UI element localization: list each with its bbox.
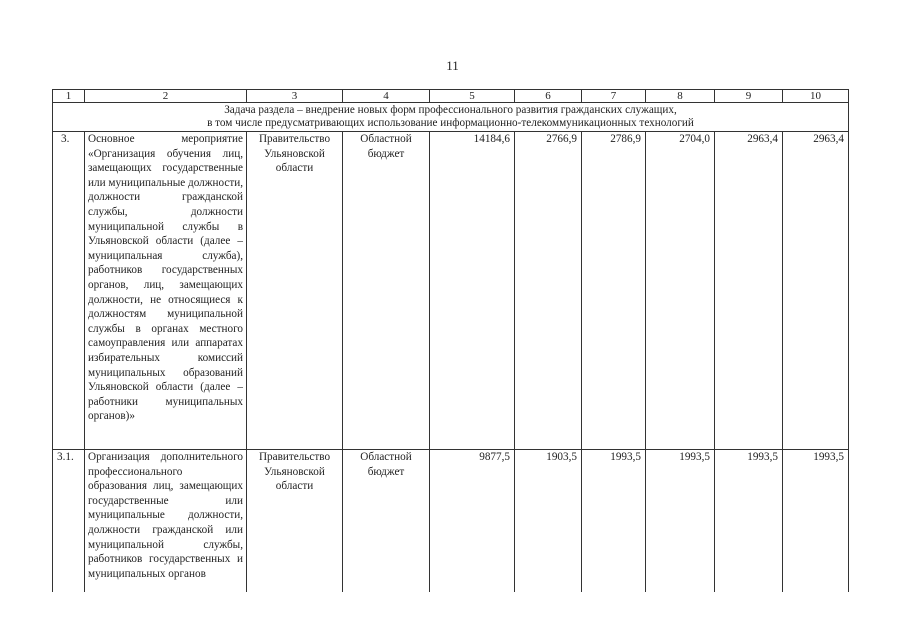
column-number-row — [53, 90, 849, 103]
year-amount: 2963,4 — [783, 132, 849, 450]
section-title-row — [53, 103, 849, 132]
table-row — [53, 132, 849, 450]
funding-source: Областной бюджет — [343, 450, 430, 593]
table-row — [53, 450, 849, 593]
column-number: 7 — [582, 90, 646, 103]
column-number: 8 — [646, 90, 715, 103]
program-activities-table — [52, 89, 849, 592]
column-number: 2 — [85, 90, 247, 103]
year-amount: 2704,0 — [646, 132, 715, 450]
total-amount: 9877,5 — [430, 450, 515, 593]
column-number: 4 — [343, 90, 430, 103]
funding-source: Областной бюджет — [343, 132, 430, 450]
responsible-executor: Правительство Ульяновской области — [247, 132, 343, 450]
year-amount: 2766,9 — [515, 132, 582, 450]
year-amount: 2963,4 — [715, 132, 783, 450]
page-number: 11 — [446, 58, 459, 73]
column-number: 9 — [715, 90, 783, 103]
total-amount: 14184,6 — [430, 132, 515, 450]
section-title: Задача раздела – внедрение новых форм профессионального развития гражданских служащих, в том числе предусматривающих использование информационно-телекоммуникационных технологий — [53, 103, 849, 132]
year-amount: 1993,5 — [783, 450, 849, 593]
column-number: 6 — [515, 90, 582, 103]
column-number: 1 — [53, 90, 85, 103]
activity-description: Организация дополнительного профессионального образования лиц, замещающих государственные или муниципальные должности, должности гражданской или муниципальной службы, работников государственных и муниципальных органов — [85, 450, 247, 593]
row-index: 3.1. — [53, 450, 85, 593]
column-number: 5 — [430, 90, 515, 103]
responsible-executor: Правительство Ульяновской области — [247, 450, 343, 593]
column-number: 10 — [783, 90, 849, 103]
column-number: 3 — [247, 90, 343, 103]
year-amount: 2786,9 — [582, 132, 646, 450]
year-amount: 1993,5 — [582, 450, 646, 593]
year-amount: 1903,5 — [515, 450, 582, 593]
row-index: 3. — [53, 132, 85, 450]
year-amount: 1993,5 — [715, 450, 783, 593]
year-amount: 1993,5 — [646, 450, 715, 593]
activity-description: Основное мероприятие «Организация обучения лиц, замещающих государственные или муниципальные должности, должности гражданской службы, должности муниципальной службы в Ульяновской области (далее – муниципальная служба), работников государственных органов, лиц, замещающих должности, не относящиеся к должностям муниципальной службы в органах местного самоуправления или аппаратах избирательных комиссий муниципальных образований Ульяновской области (далее – работники муниципальных органов)» — [85, 132, 247, 450]
